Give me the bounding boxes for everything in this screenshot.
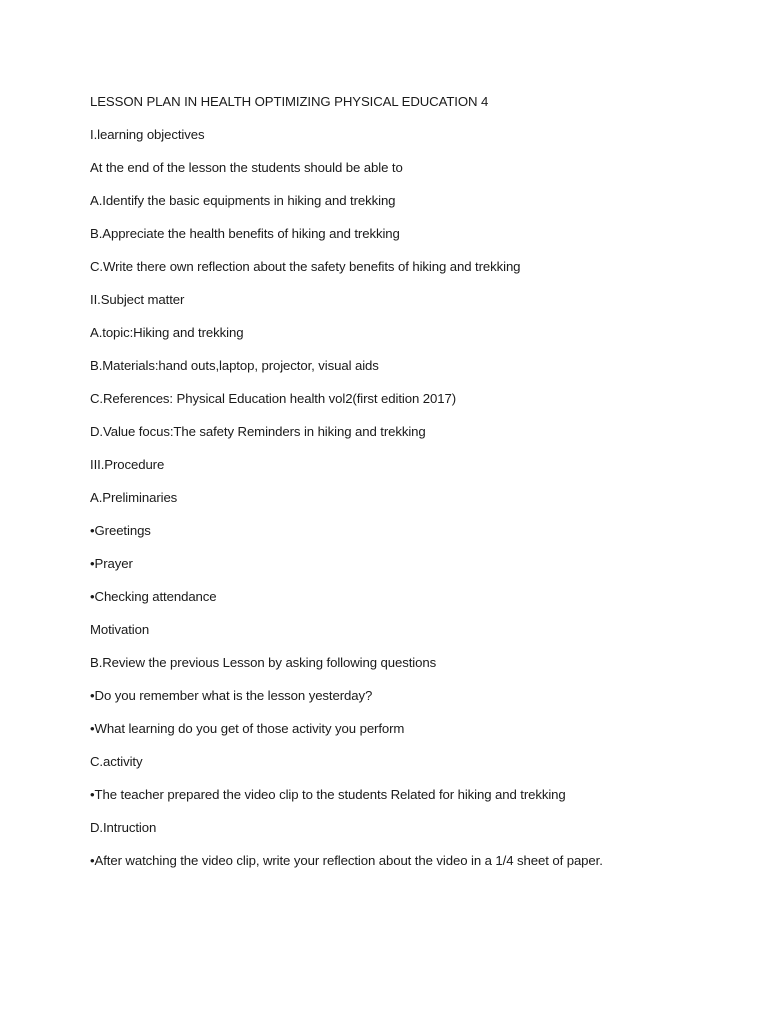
- bullet-item: •Do you remember what is the lesson yesterday?: [90, 688, 373, 703]
- bullet-item: •Greetings: [90, 523, 151, 538]
- objective-item: B.Appreciate the health benefits of hiking and trekking: [90, 226, 400, 241]
- bullet-item: •Checking attendance: [90, 589, 217, 604]
- bullet-item: •After watching the video clip, write your reflection about the video in a 1/4 sheet of paper.: [90, 853, 603, 868]
- section-heading-subject-matter: II.Subject matter: [90, 292, 185, 307]
- bullet-item: •The teacher prepared the video clip to the students Related for hiking and trekking: [90, 787, 566, 802]
- subject-item: A.topic:Hiking and trekking: [90, 325, 244, 340]
- text-line: Motivation: [90, 622, 150, 637]
- section-heading-procedure: III.Procedure: [90, 457, 165, 472]
- bullet-item: •What learning do you get of those activity you perform: [90, 721, 405, 736]
- subject-item: C.References: Physical Education health vol2(first edition 2017): [90, 391, 456, 406]
- bullet-item: •Prayer: [90, 556, 133, 571]
- objective-item: A.Identify the basic equipments in hiking and trekking: [90, 193, 396, 208]
- subject-item: B.Materials:hand outs,laptop, projector, visual aids: [90, 358, 379, 373]
- text-line: At the end of the lesson the students should be able to: [90, 160, 403, 175]
- subject-item: D.Value focus:The safety Reminders in hiking and trekking: [90, 424, 426, 439]
- procedure-item: D.Intruction: [90, 820, 157, 835]
- document-body: [90, 92, 750, 884]
- procedure-item: C.activity: [90, 754, 143, 769]
- procedure-item: A.Preliminaries: [90, 490, 178, 505]
- procedure-item: B.Review the previous Lesson by asking following questions: [90, 655, 437, 670]
- document-title: LESSON PLAN IN HEALTH OPTIMIZING PHYSICAL EDUCATION 4: [90, 94, 489, 109]
- section-heading-objectives: I.learning objectives: [90, 127, 205, 142]
- objective-item: C.Write there own reflection about the safety benefits of hiking and trekking: [90, 259, 521, 274]
